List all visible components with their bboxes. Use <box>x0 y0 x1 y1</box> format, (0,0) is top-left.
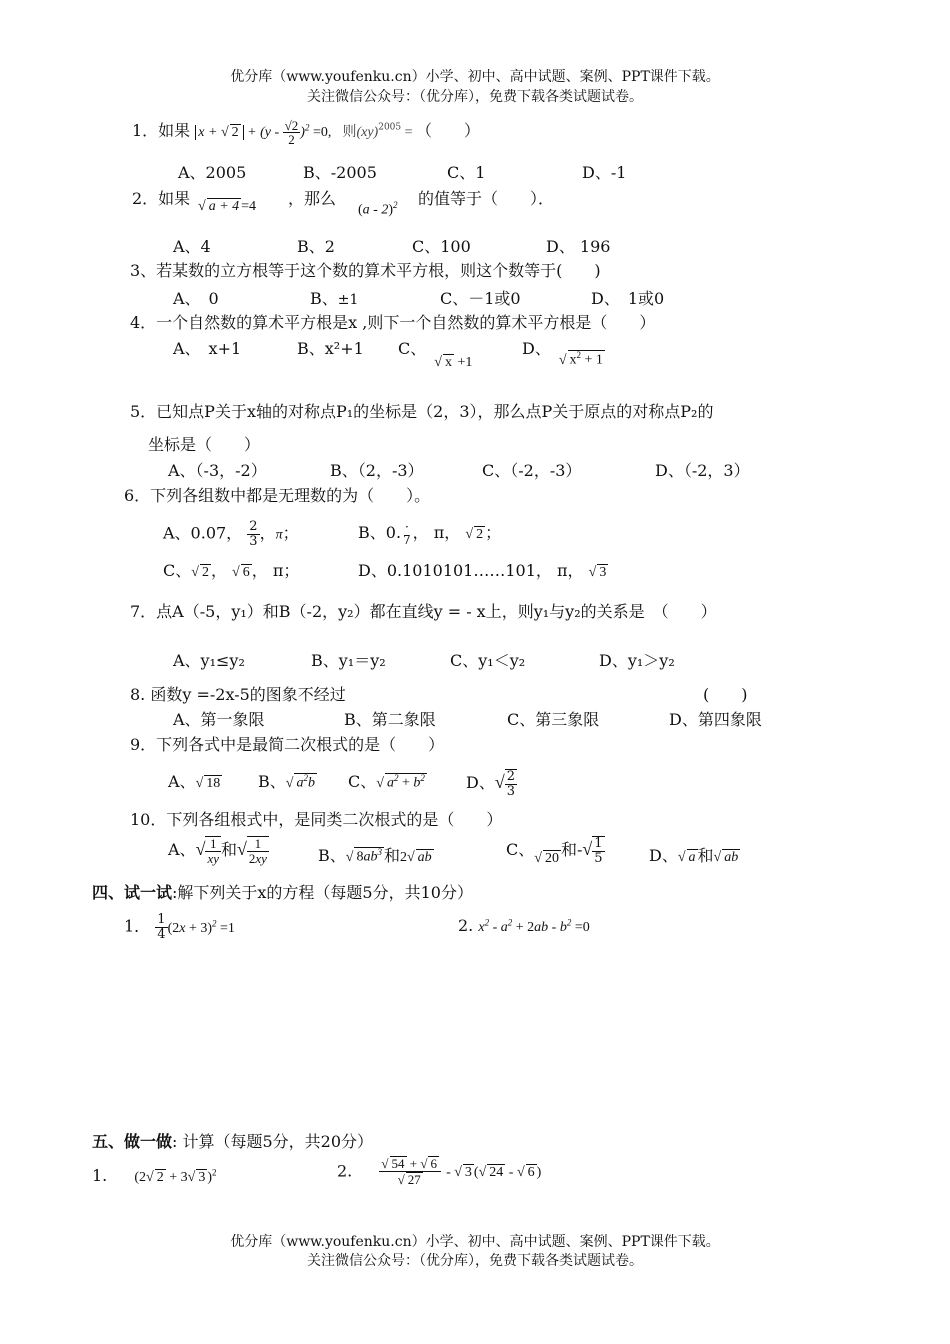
q5-option-b[interactable]: B、（2，-3） <box>330 461 424 480</box>
q10-option-c-label: C、 <box>506 840 535 860</box>
question-1: 1．如果 x + √ 2 + (y - $\frac{√2}{2}$ )$^2$ =0, 则(xy)$^{2005}$ = （ ） <box>132 117 481 148</box>
q2-option-c[interactable]: C、100 <box>412 237 471 256</box>
question-2-lead: 2．如果 <box>132 189 191 208</box>
q9-option-d-label: D、 <box>466 773 495 793</box>
question-1-expression: x + √ 2 + (y - $\frac{√2}{2}$ )$^2$ <box>195 125 313 140</box>
q1-option-b[interactable]: B、-2005 <box>303 163 377 182</box>
q6-option-a-sep: ， <box>259 523 276 543</box>
question-4: 4．一个自然数的算术平方根是x ,则下一个自然数的算术平方根是（ ） <box>130 313 656 332</box>
q10-option-b-and: 和 <box>383 846 400 865</box>
q6-option-a-pi: π <box>275 527 283 543</box>
section-4-problem-1-number: 1． <box>124 916 151 936</box>
q3-option-a[interactable]: A、 0 <box>173 289 219 308</box>
section-4-problem-2-number: 2. <box>458 916 474 935</box>
q9-option-a-label: A、 <box>168 772 196 791</box>
q2-option-b[interactable]: B、2 <box>297 237 335 256</box>
q10-option-b[interactable]: B、√ $8ab^3$ 和2√ ab <box>318 846 432 865</box>
q10-option-d-and: 和 <box>697 846 714 865</box>
question-1-then: 则 <box>342 125 357 140</box>
q4-option-d-label: D、 <box>522 339 551 358</box>
question-2-eq: =4 <box>241 199 257 214</box>
q10-option-d-label: D、 <box>649 846 678 865</box>
q6-option-c-sep: ， <box>210 561 227 580</box>
q6-option-a-semi: ； <box>282 523 299 543</box>
q6-option-c[interactable]: C、√ 2 ， √ 6 ， π； <box>163 561 300 580</box>
question-2-root: √ a + 4 =4 <box>198 199 257 214</box>
section-4-title: 四、试一试 <box>92 883 173 902</box>
header-line-1: 优分库（www.youfenku.cn）小学、初中、高中试题、案例、PPT课件下载。 <box>230 69 720 85</box>
footer-line-1: 优分库（www.youfenku.cn）小学、初中、高中试题、案例、PPT课件下载。 <box>230 1234 720 1250</box>
q9-option-a[interactable]: A、√ 18 <box>168 772 221 791</box>
q6-option-c-label: C、 <box>163 561 192 580</box>
q9-option-c-label: C、 <box>348 772 377 791</box>
question-1-paren: （ ） <box>416 121 481 140</box>
q7-option-b[interactable]: B、y₁＝y₂ <box>311 651 386 670</box>
question-2-then: ，那么 <box>288 189 337 208</box>
q1-option-d[interactable]: D、-1 <box>582 163 627 182</box>
q6-option-c-semi: ； <box>283 561 300 580</box>
q6-option-a[interactable] <box>163 520 299 548</box>
q7-option-a[interactable]: A、y₁≤y₂ <box>173 651 245 670</box>
fraction-root2-over-2: $\frac{√2}{2}$ <box>284 117 299 148</box>
q1-option-a[interactable]: A、2005 <box>178 163 247 182</box>
question-1-lead: 1．如果 <box>132 121 191 140</box>
q10-option-a[interactable]: A、√ $\frac{1}{xy}$ 和√ $\frac{1}{2xy}$ <box>168 836 267 866</box>
q6-option-b-semi: ； <box>485 523 502 542</box>
section-5-problem-2-number: 2. <box>337 1161 353 1181</box>
repeating-decimal: · 7 <box>403 519 411 547</box>
q4-option-d[interactable]: D、√ $x^2 + 1$ <box>522 339 603 368</box>
question-8-paren: ( ) <box>703 685 748 704</box>
question-1-equals: =0, <box>312 125 332 140</box>
q6-option-c-sep-2: ， <box>251 561 268 580</box>
fraction-2-over-3: $\frac{2}{3}$ <box>506 769 516 799</box>
q6-option-b[interactable]: B、0. · 7 ， π， √ 2 ； <box>358 519 502 547</box>
q5-option-c[interactable]: C、（-2，-3） <box>482 461 582 480</box>
q6-option-c-pi: π <box>272 561 284 580</box>
section-5-title: 五、做一做 <box>92 1132 173 1151</box>
q6-option-d-pi: π <box>557 561 568 580</box>
q3-option-c[interactable]: C、－1或0 <box>440 289 521 308</box>
question-5: 5．已知点P关于x轴的对称点P₁的坐标是（2，3），那么点P关于原点的对称点P₂的 <box>130 402 714 421</box>
q2-option-d[interactable]: D、 196 <box>546 237 611 256</box>
q5-option-d[interactable]: D、（-2，3） <box>655 461 750 480</box>
q8-option-b[interactable]: B、第二象限 <box>344 710 436 729</box>
q8-option-a[interactable]: A、第一象限 <box>173 710 265 729</box>
q9-option-c[interactable]: C、√ $a^2 + b^2$ <box>348 772 425 791</box>
q10-option-d[interactable]: D、√ a 和√ ab <box>649 846 739 865</box>
question-2-expression: (a - 2)$^2$ <box>358 200 398 218</box>
q10-option-c[interactable]: C、√ 20 和-√ $\frac{1}{5}$ <box>506 836 603 867</box>
q10-option-c-and: 和 <box>560 840 577 860</box>
q10-option-a-label: A、 <box>168 840 196 860</box>
q6-option-b-label: B、0. <box>358 523 402 542</box>
question-7: 7．点A（-5，y₁）和B（-2，y₂）都在直线y = - x上，则y₁与y₂的关系是 （ ） <box>130 602 717 621</box>
q6-option-d-sep: ， <box>567 561 584 580</box>
q9-option-b-label: B、 <box>258 772 286 791</box>
q4-option-c[interactable]: C、√ x +1 <box>398 339 473 370</box>
question-10: 10．下列各组根式中，是同类二次根式的是（ ） <box>130 810 503 829</box>
q3-option-b-value: ±1 <box>337 292 359 308</box>
header-line-2: 关注微信公众号：（优分库），免费下载各类试题试卷。 <box>307 89 643 105</box>
q9-option-b[interactable]: B、√ $a^2b$ <box>258 772 315 791</box>
question-8: 8. 函数y =-2x-5的图象不经过 <box>130 685 346 704</box>
q4-option-b[interactable]: B、x²+1 <box>297 339 364 358</box>
q2-option-a[interactable]: A、4 <box>173 237 211 256</box>
q5-option-a[interactable]: A、（-3，-2） <box>168 461 267 480</box>
q8-option-c[interactable]: C、第三象限 <box>507 710 600 729</box>
radical-sign: √ <box>494 772 505 793</box>
q10-option-b-label: B、 <box>318 846 346 865</box>
question-5-line-2: 坐标是（ ） <box>148 435 261 454</box>
section-4-problem-2: 2. $x^2 - a^2 + 2ab - b^2 =0$ <box>458 916 590 935</box>
section-5-problem-2: 2. $\frac{√ 54 + √ 6}{√ 27}$ - √ 3 (√ 24 - √ 6 ) <box>337 1156 542 1188</box>
q6-option-d-label: D、0.1010101……101， <box>358 561 552 580</box>
q10-option-a-and: 和 <box>221 840 238 860</box>
question-1-exponent: 2005 <box>378 122 402 133</box>
q1-option-c[interactable]: C、1 <box>447 163 486 182</box>
section-4-heading <box>92 880 473 903</box>
question-2-tail: 的值等于（ ）． <box>418 189 555 208</box>
q3-option-b[interactable] <box>310 286 358 309</box>
q3-option-b-label: B、 <box>310 289 338 308</box>
section-5-heading <box>92 1129 373 1152</box>
q4-option-a[interactable]: A、 x+1 <box>173 339 242 358</box>
fraction-2-over-3: $\frac{2}{3}$ <box>249 519 258 549</box>
q9-option-d[interactable] <box>466 769 517 798</box>
question-6: 6．下列各组数中都是无理数的为（ ）。 <box>124 486 431 505</box>
question-2-radicand: a + 4 <box>208 199 240 214</box>
section-4-problem-1: 1． $\frac{1}{4}$ $(2x + 3)^2 =1$ <box>124 912 235 942</box>
q3-option-d[interactable]: D、 1或0 <box>591 289 665 308</box>
q6-option-b-sep-2: ， <box>444 523 461 542</box>
q7-option-c[interactable]: C、y₁＜y₂ <box>450 651 526 670</box>
q6-option-b-sep: ， <box>412 523 429 542</box>
section-5-desc: : 计算（每题5分，共20分） <box>172 1132 374 1151</box>
section-4-desc: :解下列关于x的方程（每题5分，共10分） <box>172 883 473 902</box>
q6-option-d[interactable]: D、0.1010101……101， π， √ 3 <box>358 561 607 580</box>
question-9: 9．下列各式中是最简二次根式的是（ ） <box>130 735 445 754</box>
q6-option-b-pi: π <box>433 523 445 542</box>
q4-option-c-label: C、 <box>398 339 427 358</box>
section-5-problem-1-number: 1. <box>92 1166 108 1185</box>
section-5-problem-1: 1. (2√ 2 + 3√ 3 )$^2$ <box>92 1166 217 1185</box>
question-3: 3、若某数的立方根等于这个数的算术平方根，则这个数等于( ) <box>130 261 601 280</box>
q7-option-d[interactable]: D、y₁＞y₂ <box>599 651 675 670</box>
q8-option-d[interactable]: D、第四象限 <box>669 710 762 729</box>
fraction-1-over-4: $\frac{1}{4}$ <box>157 912 166 942</box>
q6-option-a-label: A、0.07， <box>163 523 243 543</box>
footer-line-2: 关注微信公众号：（优分库），免费下载各类试题试卷。 <box>307 1253 643 1269</box>
